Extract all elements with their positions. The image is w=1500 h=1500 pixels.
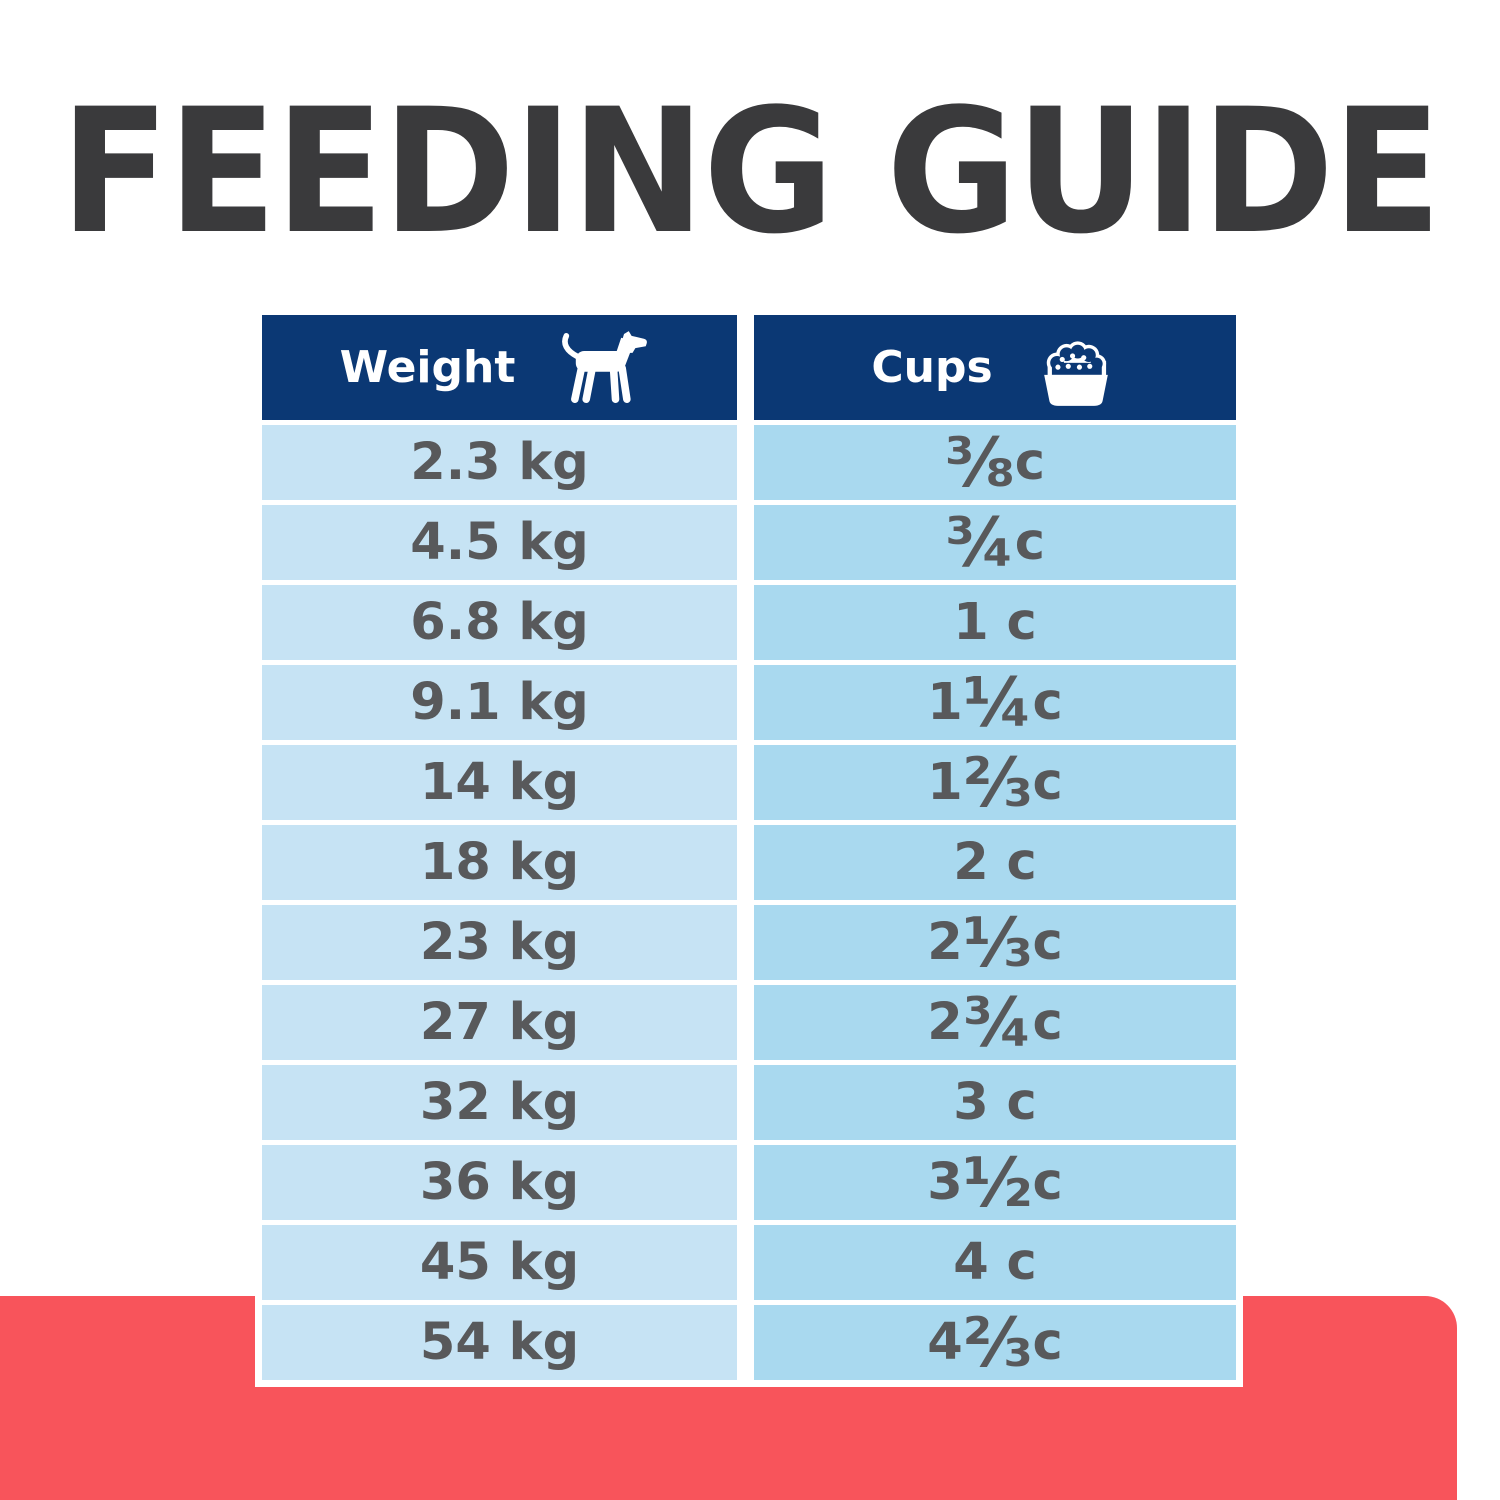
- weight-cell: 2.3 kg: [262, 425, 737, 500]
- food-bowl-icon: [1033, 328, 1119, 408]
- cups-cell: ¾ c: [754, 505, 1236, 580]
- weight-cell: 14 kg: [262, 745, 737, 820]
- cups-cell: 1 ¼ c: [754, 665, 1236, 740]
- cups-cell: 2 ¾ c: [754, 985, 1236, 1060]
- weight-cell: 23 kg: [262, 905, 737, 980]
- weight-cell: 18 kg: [262, 825, 737, 900]
- weight-cell: 54 kg: [262, 1305, 737, 1380]
- cups-cell: 2 ⅓ c: [754, 905, 1236, 980]
- weight-column-header: [262, 315, 737, 420]
- page-title: FEEDING GUIDE: [60, 71, 1440, 272]
- weight-cell: 9.1 kg: [262, 665, 737, 740]
- weight-cell: 32 kg: [262, 1065, 737, 1140]
- weight-cell: 45 kg: [262, 1225, 737, 1300]
- cups-cell: 3 c: [754, 1065, 1236, 1140]
- cups-cell: 4 ⅔ c: [754, 1305, 1236, 1380]
- cups-header-label: Cups: [871, 341, 993, 393]
- cups-cell: 2 c: [754, 825, 1236, 900]
- cups-cell: ⅜ c: [754, 425, 1236, 500]
- cups-cell: 1 c: [754, 585, 1236, 660]
- feeding-guide-table: [255, 308, 1243, 1387]
- weight-cell: 4.5 kg: [262, 505, 737, 580]
- weight-cell: 36 kg: [262, 1145, 737, 1220]
- cups-cell: 1 ⅔ c: [754, 745, 1236, 820]
- weight-cell: 27 kg: [262, 985, 737, 1060]
- dog-icon: [555, 330, 659, 406]
- cups-cell: 4 c: [754, 1225, 1236, 1300]
- cups-column-header: [754, 315, 1236, 420]
- weight-header-label: Weight: [339, 341, 516, 393]
- cups-cell: 3 ½ c: [754, 1145, 1236, 1220]
- weight-cell: 6.8 kg: [262, 585, 737, 660]
